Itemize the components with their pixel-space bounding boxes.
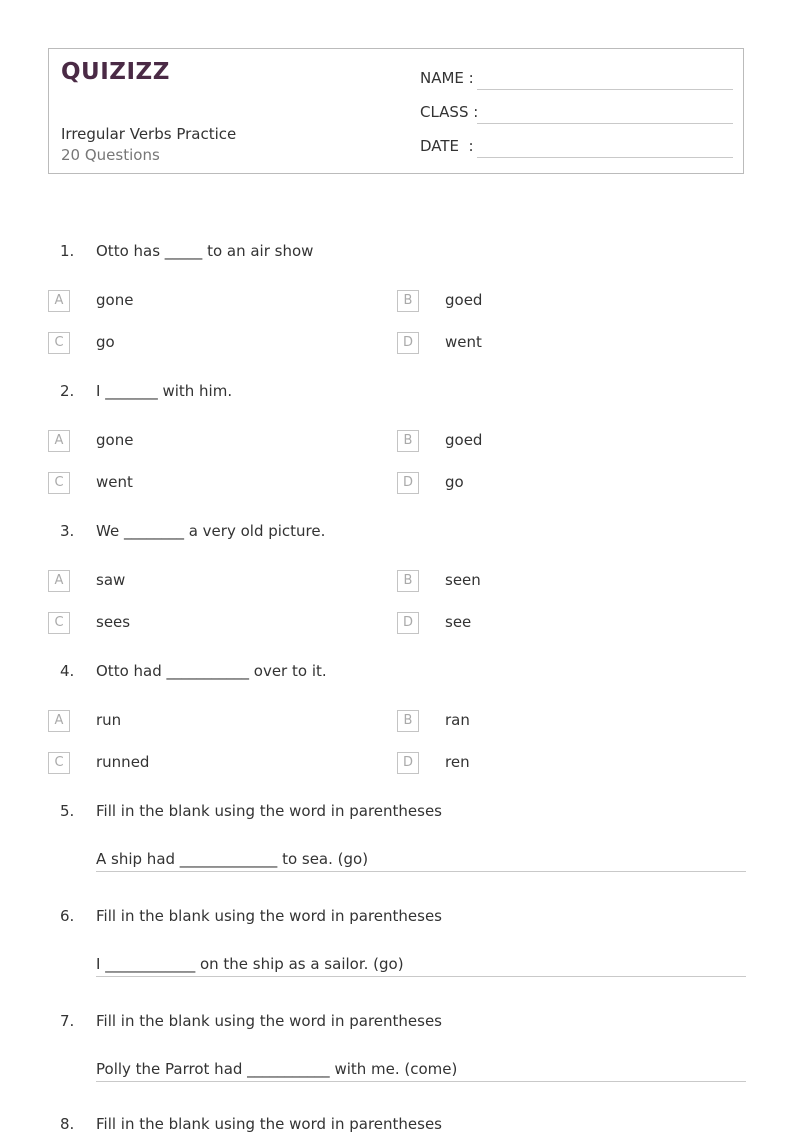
option-c-box[interactable]: C	[48, 752, 70, 774]
question-number: 5.	[60, 802, 75, 820]
class-label: CLASS :	[420, 103, 479, 121]
question-text: I _______ with him.	[96, 382, 233, 400]
option-b-box[interactable]: B	[397, 430, 419, 452]
option-d-text: go	[445, 473, 464, 491]
question-text: Fill in the blank using the word in parentheses	[96, 1115, 442, 1133]
option-a-box[interactable]: A	[48, 430, 70, 452]
option-c-box[interactable]: C	[48, 472, 70, 494]
question-count: 20 Questions	[61, 146, 160, 164]
quizizz-logo: QUIZIZZ	[61, 59, 170, 85]
name-line	[477, 89, 733, 90]
question-text: Fill in the blank using the word in parentheses	[96, 1012, 442, 1030]
option-c-box[interactable]: C	[48, 332, 70, 354]
question-text: Fill in the blank using the word in parentheses	[96, 907, 442, 925]
option-a-text: gone	[96, 291, 134, 309]
question-number: 2.	[60, 382, 75, 400]
option-b-box[interactable]: B	[397, 290, 419, 312]
question-number: 3.	[60, 522, 75, 540]
class-line	[477, 123, 733, 124]
question-text: Otto has _____ to an air show	[96, 242, 314, 260]
name-label: NAME :	[420, 69, 474, 87]
option-c-text: sees	[96, 613, 131, 631]
option-b-text: seen	[445, 571, 481, 589]
worksheet-title: Irregular Verbs Practice	[61, 125, 237, 143]
question-text: Otto had ___________ over to it.	[96, 662, 327, 680]
option-a-text: saw	[96, 571, 126, 589]
question-text: Fill in the blank using the word in parentheses	[96, 802, 442, 820]
option-d-box[interactable]: D	[397, 752, 419, 774]
option-c-box[interactable]: C	[48, 612, 70, 634]
option-b-text: ran	[445, 711, 470, 729]
answer-line[interactable]	[96, 976, 746, 977]
question-number: 6.	[60, 907, 75, 925]
option-a-box[interactable]: A	[48, 290, 70, 312]
date-label: DATE :	[420, 137, 474, 155]
option-a-text: run	[96, 711, 122, 729]
option-c-text: went	[96, 473, 133, 491]
option-b-text: goed	[445, 291, 483, 309]
option-a-box[interactable]: A	[48, 710, 70, 732]
option-d-box[interactable]: D	[397, 612, 419, 634]
option-d-box[interactable]: D	[397, 332, 419, 354]
question-number: 4.	[60, 662, 75, 680]
option-b-text: goed	[445, 431, 483, 449]
fill-sentence: I ____________ on the ship as a sailor. (go)	[96, 955, 404, 973]
option-b-box[interactable]: B	[397, 570, 419, 592]
answer-line[interactable]	[96, 1081, 746, 1082]
option-a-box[interactable]: A	[48, 570, 70, 592]
option-d-box[interactable]: D	[397, 472, 419, 494]
question-number: 1.	[60, 242, 75, 260]
date-line	[477, 157, 733, 158]
option-d-text: see	[445, 613, 472, 631]
question-number: 8.	[60, 1115, 75, 1133]
question-text: We ________ a very old picture.	[96, 522, 326, 540]
worksheet-header	[48, 48, 744, 174]
option-a-text: gone	[96, 431, 134, 449]
option-d-text: ren	[445, 753, 470, 771]
question-number: 7.	[60, 1012, 75, 1030]
option-d-text: went	[445, 333, 482, 351]
option-b-box[interactable]: B	[397, 710, 419, 732]
answer-line[interactable]	[96, 871, 746, 872]
option-c-text: go	[96, 333, 115, 351]
fill-sentence: A ship had _____________ to sea. (go)	[96, 850, 369, 868]
fill-sentence: Polly the Parrot had ___________ with me. (come)	[96, 1060, 458, 1078]
option-c-text: runned	[96, 753, 150, 771]
